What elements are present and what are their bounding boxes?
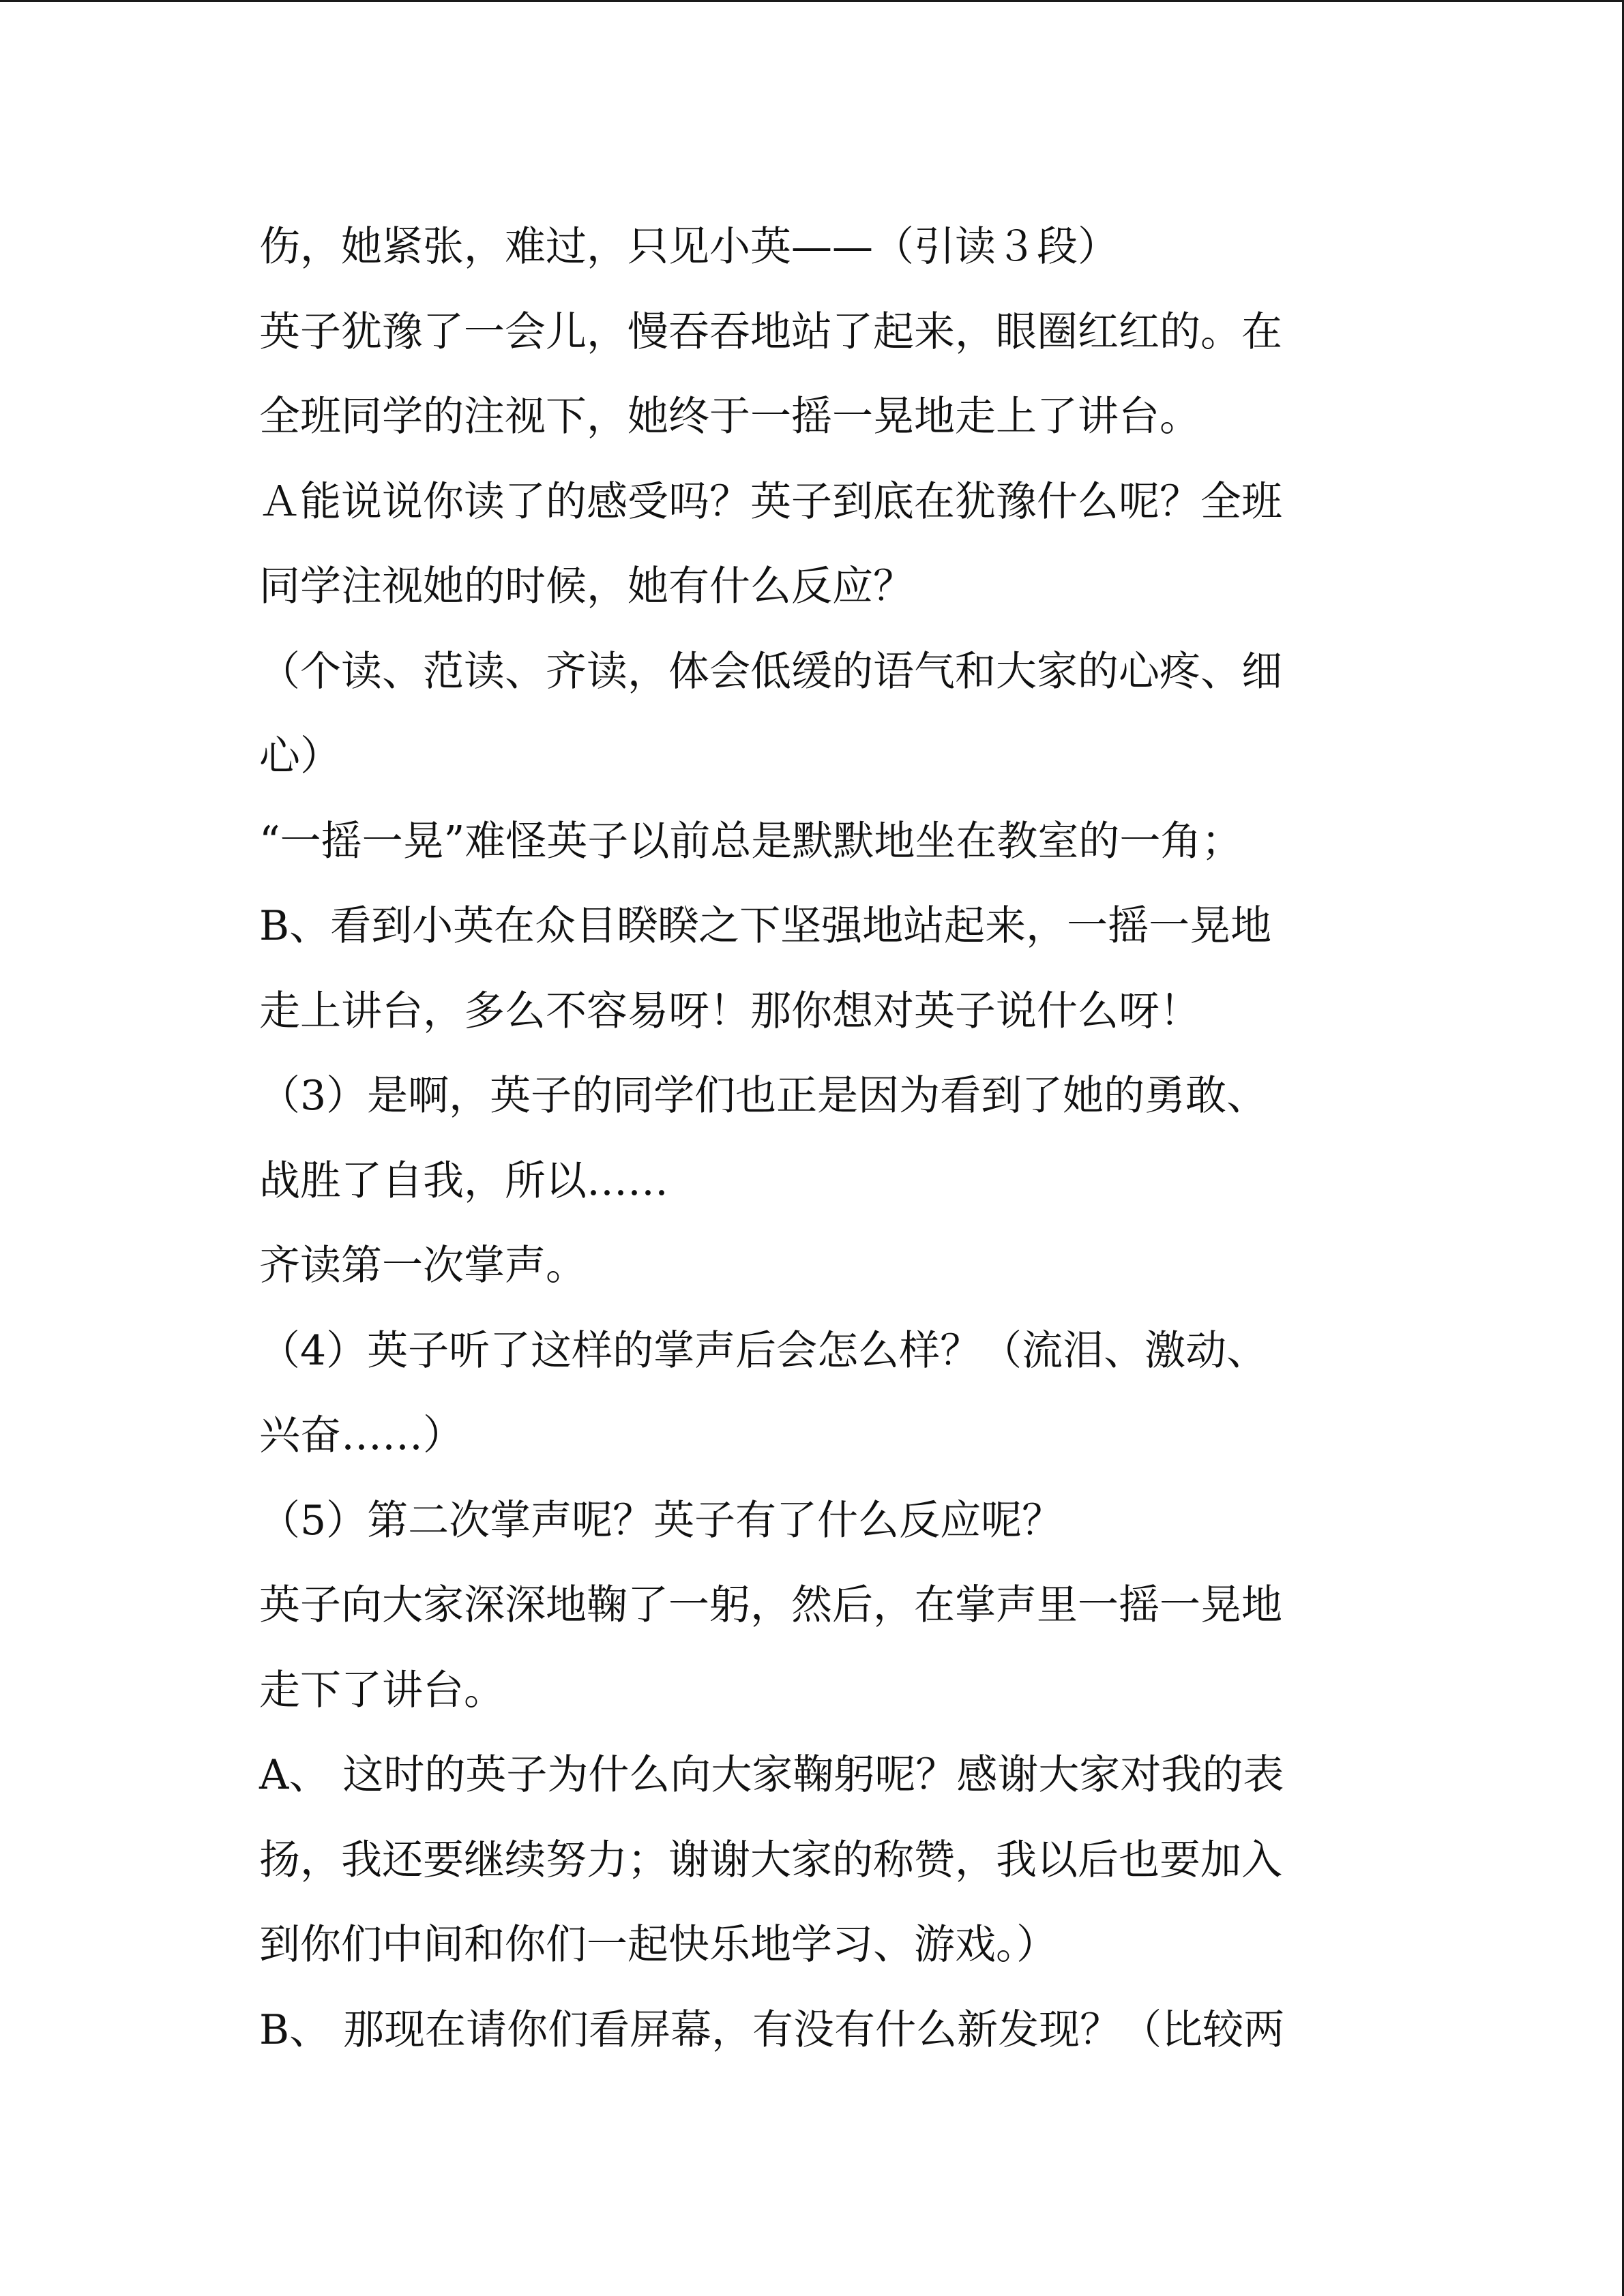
text-line: （个读、范读、齐读，体会低缓的语气和大家的心疼、细: [259, 647, 1282, 696]
page-top-border: [0, 0, 1624, 2]
text-line: 扬，我还要继续努力；谢谢大家的称赞，我以后也要加入: [259, 1836, 1282, 1884]
text-line: 心）: [259, 732, 341, 780]
text-line: 英子犹豫了一会儿，慢吞吞地站了起来，眼圈红红的。在: [259, 308, 1282, 356]
text-line: 英子向大家深深地鞠了一躬，然后，在掌声里一摇一晃地: [259, 1581, 1282, 1629]
text-line: 兴奋……）: [259, 1412, 464, 1459]
text-line: 战胜了自我，所以……: [259, 1157, 668, 1205]
text-line: 齐读第一次掌声。: [259, 1242, 587, 1289]
text-line: 走上讲台，多么不容易呀！那你想对英子说什么呀！: [259, 987, 1200, 1035]
text-line: B、看到小英在众目睽睽之下坚强地站起来，一摇一晃地: [259, 902, 1272, 950]
text-line: “一摇一晃”难怪英子以前总是默默地坐在教室的一角；: [259, 817, 1243, 865]
text-line: 到你们中间和你们一起快乐地学习、游戏。）: [259, 1921, 1057, 1969]
text-line: A、 这时的英子为什么向大家鞠躬呢？感谢大家对我的表: [259, 1751, 1284, 1799]
document-body: [259, 205, 1364, 2072]
text-line: 全班同学的注视下，她终于一摇一晃地走上了讲台。: [259, 393, 1200, 441]
text-line: 伤，她紧张，难过，只见小英——（引读３段）: [259, 223, 1119, 271]
text-line: （3）是啊，英子的同学们也正是因为看到了她的勇敢、: [259, 1072, 1268, 1120]
text-line: 走下了讲台。: [259, 1666, 505, 1714]
text-line: Ａ能说说你读了的感受吗？英子到底在犹豫什么呢？全班: [259, 477, 1282, 526]
text-line: （5）第二次掌声呢？英子有了什么反应呢？: [259, 1496, 1063, 1545]
text-line: （4）英子听了这样的掌声后会怎么样？（流泪、激动、: [259, 1326, 1268, 1375]
text-line: 同学注视她的时候，她有什么反应？: [259, 563, 914, 610]
text-line: B、 那现在请你们看屏幕，有没有什么新发现？（比较两: [259, 2006, 1285, 2054]
